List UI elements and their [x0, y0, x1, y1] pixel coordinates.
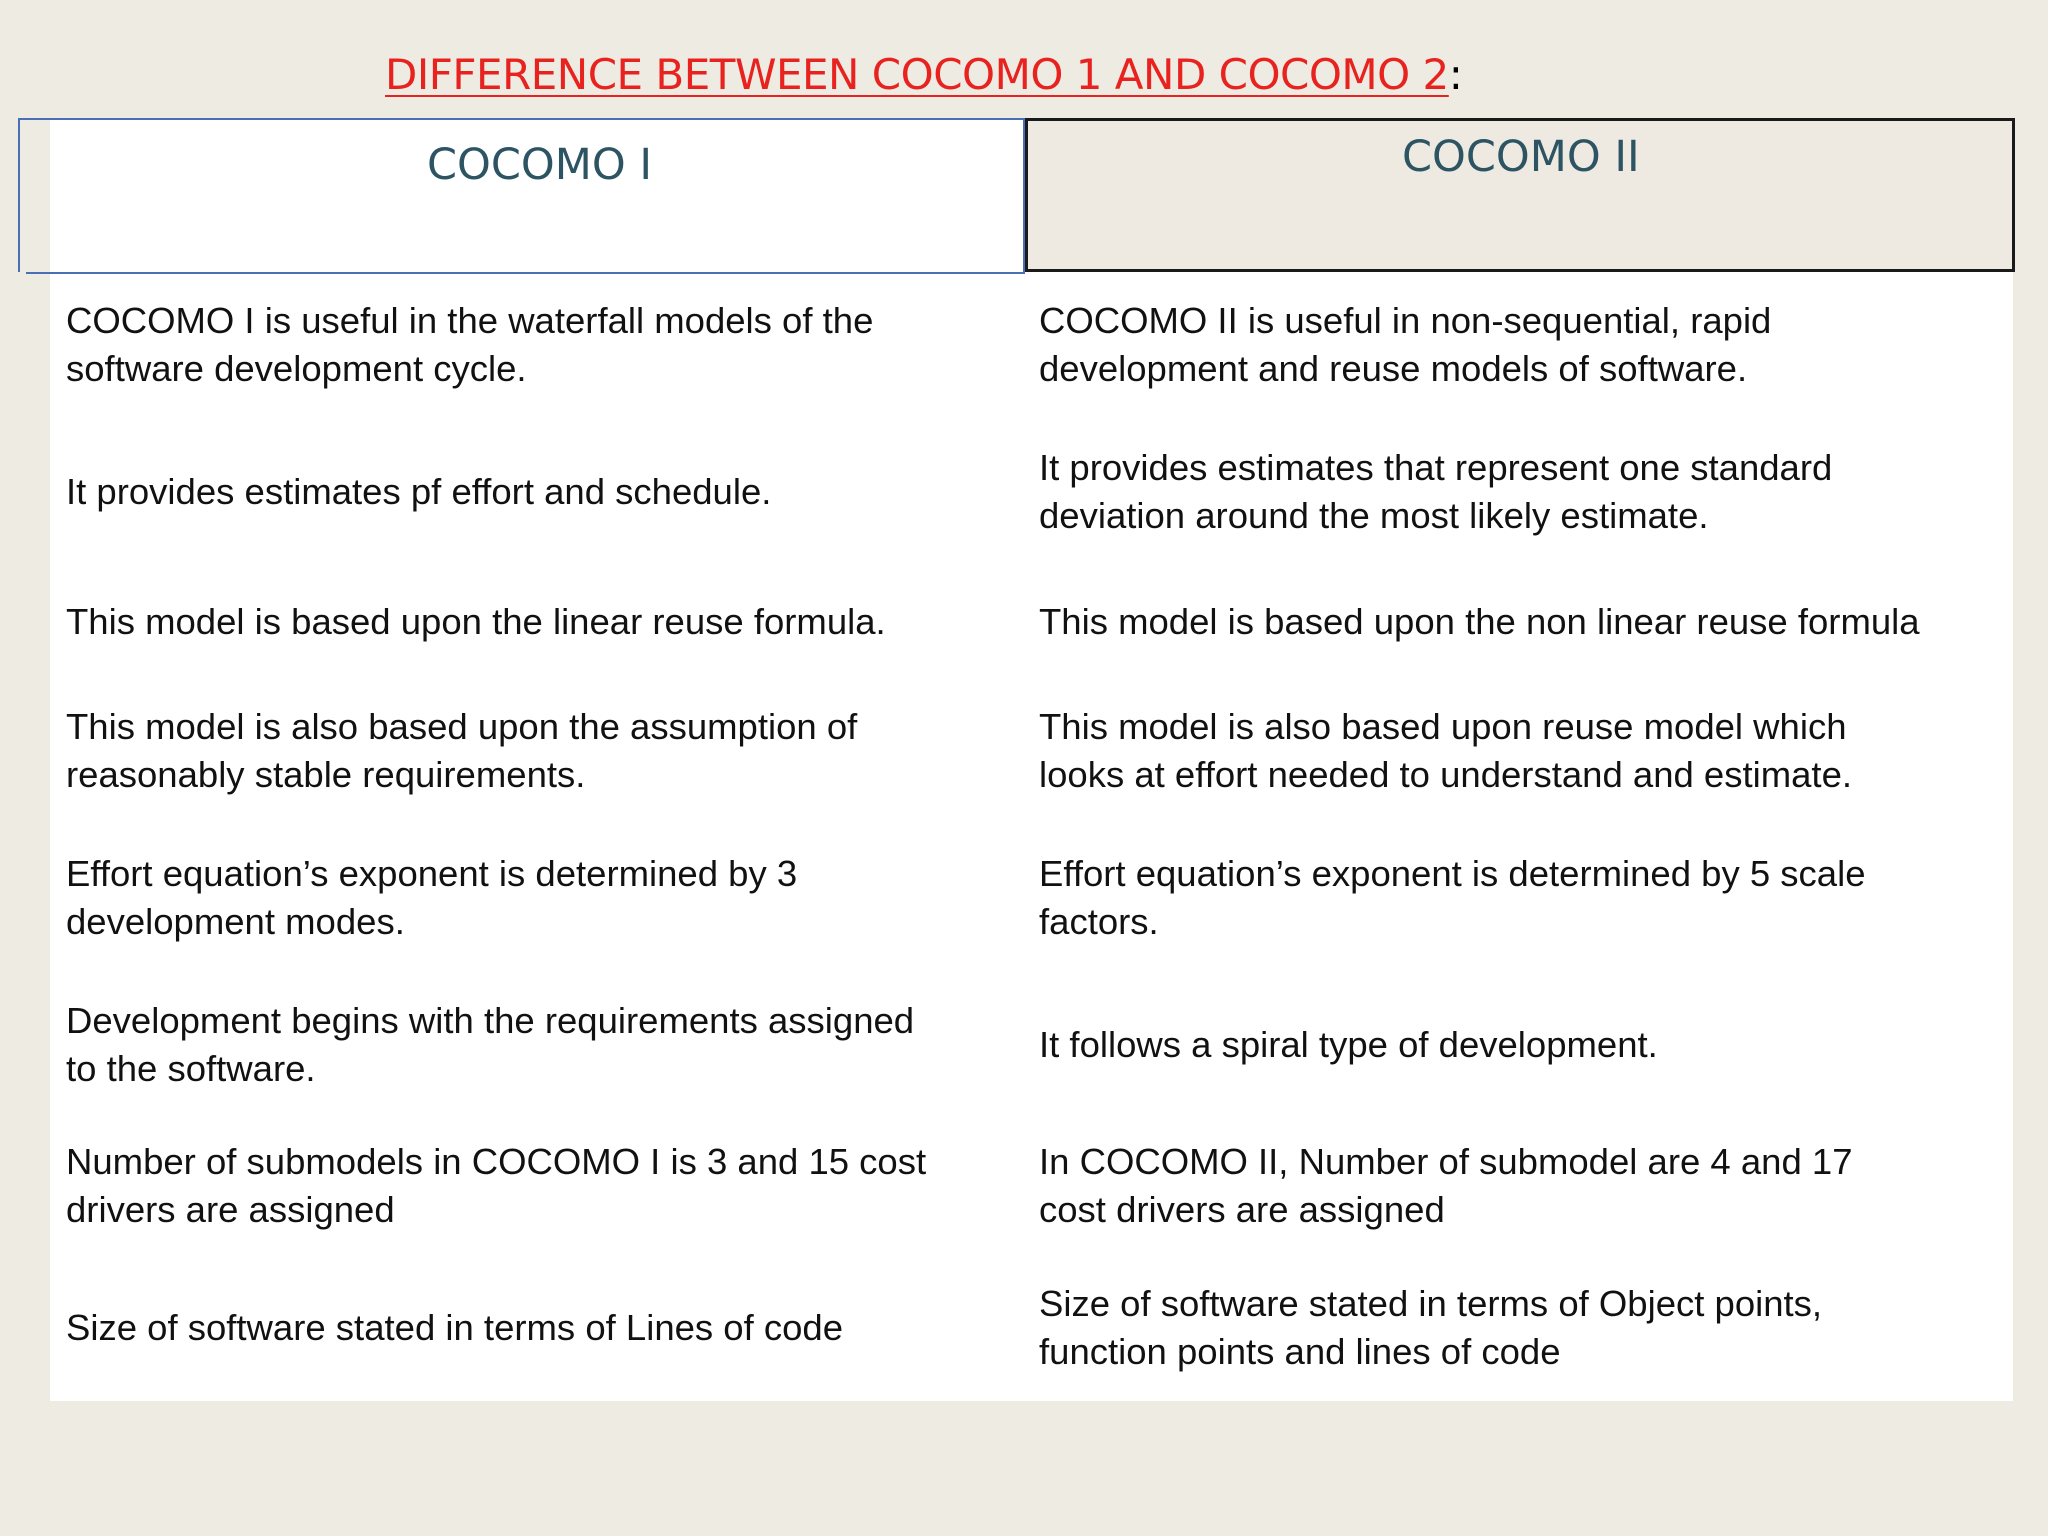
table-cell-row6-cocomo-1 — [66, 997, 914, 1093]
cell-line: development and reuse models of software. — [1039, 348, 1748, 389]
cell-line: It provides estimates pf effort and schedule. — [66, 471, 772, 512]
column-header-cocomo-1: COCOMO I — [427, 140, 653, 190]
table-cell-row3-cocomo-2 — [1039, 598, 1920, 646]
cell-line: to the software. — [66, 1048, 316, 1089]
table-cell-row2-cocomo-1 — [66, 468, 771, 516]
cell-line: This model is also based upon reuse model which — [1039, 706, 1847, 747]
slide-title-colon: : — [1448, 50, 1463, 99]
cell-line: COCOMO I is useful in the waterfall models of the — [66, 300, 874, 341]
cell-line: COCOMO II is useful in non-sequential, rapid — [1039, 300, 1772, 341]
table-cell-row5-cocomo-2 — [1039, 850, 1866, 946]
cell-line: Effort equation’s exponent is determined by 3 — [66, 853, 798, 894]
cell-line: function points and lines of code — [1039, 1331, 1561, 1372]
cell-line: In COCOMO II, Number of submodel are 4 and 17 — [1039, 1141, 1853, 1182]
table-cell-row7-cocomo-1 — [66, 1138, 926, 1234]
slide-title-text: DIFFERENCE BETWEEN COCOMO 1 AND COCOMO 2 — [385, 50, 1449, 99]
cell-line: It follows a spiral type of development. — [1039, 1024, 1658, 1065]
cell-line: looks at effort needed to understand and estimate. — [1039, 754, 1853, 795]
cell-line: drivers are assigned — [66, 1189, 395, 1230]
table-cell-row8-cocomo-2 — [1039, 1280, 1822, 1376]
cell-line: It provides estimates that represent one standard — [1039, 447, 1833, 488]
table-cell-row5-cocomo-1 — [66, 850, 797, 946]
table-cell-row1-cocomo-2 — [1039, 297, 1771, 393]
cell-line: deviation around the most likely estimate. — [1039, 495, 1709, 536]
cell-line: Effort equation’s exponent is determined by 5 scale — [1039, 853, 1866, 894]
cell-line: This model is also based upon the assumption of — [66, 706, 858, 747]
header-cell-cocomo-1-bottom-border — [26, 272, 1025, 274]
table-cell-row6-cocomo-2 — [1039, 1021, 1658, 1069]
table-cell-row3-cocomo-1 — [66, 598, 886, 646]
cell-line: factors. — [1039, 901, 1159, 942]
table-cell-row7-cocomo-2 — [1039, 1138, 1853, 1234]
cell-line: cost drivers are assigned — [1039, 1189, 1445, 1230]
cell-line: Development begins with the requirements assigned — [66, 1000, 915, 1041]
cell-line: This model is based upon the non linear reuse formula — [1039, 601, 1920, 642]
cell-line: development modes. — [66, 901, 405, 942]
table-cell-row4-cocomo-2 — [1039, 703, 1852, 799]
table-cell-row2-cocomo-2 — [1039, 444, 1832, 540]
cell-line: reasonably stable requirements. — [66, 754, 586, 795]
cell-line: Size of software stated in terms of Object points, — [1039, 1283, 1823, 1324]
cell-line: software development cycle. — [66, 348, 527, 389]
cell-line: Number of submodels in COCOMO I is 3 and 15 cost — [66, 1141, 927, 1182]
slide-title — [385, 50, 1462, 99]
table-cell-row8-cocomo-1 — [66, 1304, 843, 1352]
column-header-cocomo-2: COCOMO II — [1402, 132, 1640, 182]
table-cell-row4-cocomo-1 — [66, 703, 857, 799]
cell-line: Size of software stated in terms of Lines of code — [66, 1307, 844, 1348]
table-cell-row1-cocomo-1 — [66, 297, 873, 393]
cell-line: This model is based upon the linear reuse formula. — [66, 601, 886, 642]
